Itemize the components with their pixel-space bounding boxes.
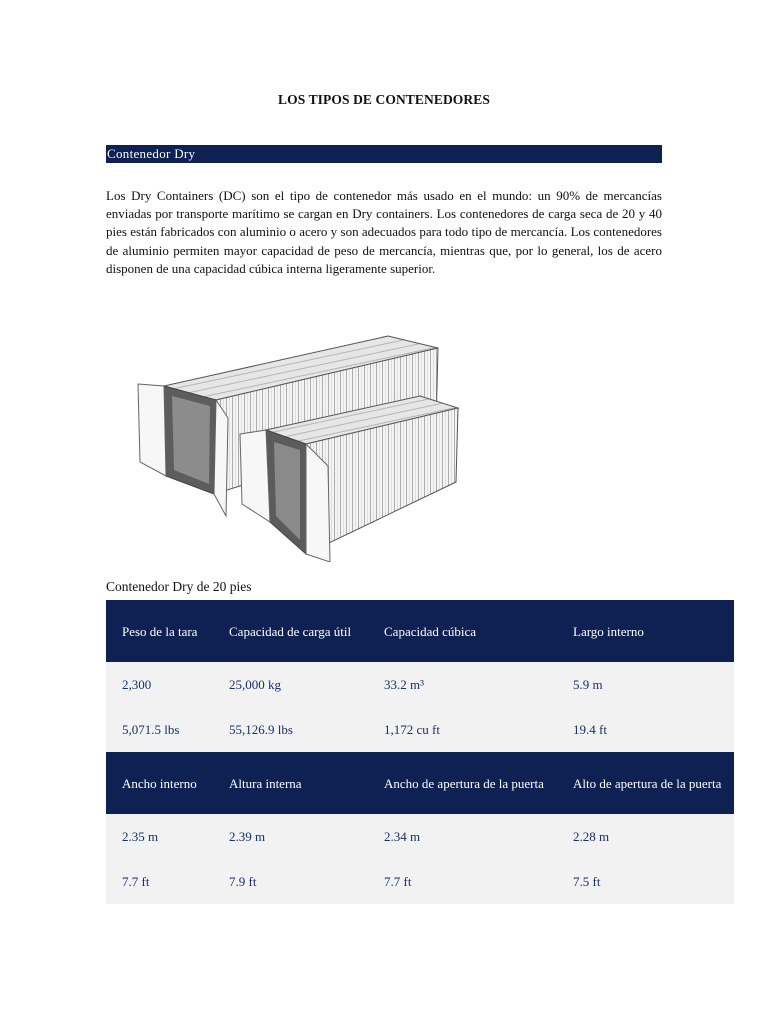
section-heading-contenedor-dry: Contenedor Dry [106,145,662,163]
table-header-cell: Ancho interno [106,752,213,814]
table-cell: 2,300 [106,662,213,707]
table-header-row [106,600,734,662]
table-cell: 7.7 ft [368,859,557,904]
table-cell: 7.9 ft [213,859,368,904]
table-row [106,814,734,859]
table-row [106,707,734,752]
table-cell: 2.35 m [106,814,213,859]
figure-caption: Contenedor Dry de 20 pies [106,579,252,594]
shipping-containers-icon [130,326,470,562]
table-cell: 5.9 m [557,662,734,707]
table-cell: 7.7 ft [106,859,213,904]
table-cell: 7.5 ft [557,859,734,904]
table-cell: 2.28 m [557,814,734,859]
document-title: LOS TIPOS DE CONTENEDORES [278,92,490,107]
table-cell: 2.39 m [213,814,368,859]
table-row [106,859,734,904]
table-cell: 33.2 m³ [368,662,557,707]
table-cell: 1,172 cu ft [368,707,557,752]
table-header-cell: Capacidad cúbica [368,600,557,662]
table-header-cell: Alto de apertura de la puerta [557,752,734,814]
table-header-cell: Peso de la tara [106,600,213,662]
table-header-cell: Capacidad de carga útil [213,600,368,662]
table-header-cell: Altura interna [213,752,368,814]
table-header-cell: Ancho de apertura de la puerta [368,752,557,814]
table-header-cell: Largo interno [557,600,734,662]
table-header-row [106,752,734,814]
table-cell: 5,071.5 lbs [106,707,213,752]
containers-illustration [130,326,470,562]
table-cell: 19.4 ft [557,707,734,752]
table-row [106,662,734,707]
container-specs-table [106,600,734,904]
table-cell: 25,000 kg [213,662,368,707]
table-cell: 55,126.9 lbs [213,707,368,752]
description-paragraph: Los Dry Containers (DC) son el tipo de contenedor más usado en el mundo: un 90% de mercancías enviadas por transporte marítimo se cargan en Dry containers. Los contenedores de carga seca de 20 y 40 pies están fabricados con aluminio o acero y son adecuados para todo tipo de mercancía. Los contenedores de aluminio permiten mayor capacidad de peso de mercancía, mientras que, por lo general, los de acero disponen de una capacidad cúbica interna ligeramente superior. [106,188,662,276]
table-cell: 2.34 m [368,814,557,859]
